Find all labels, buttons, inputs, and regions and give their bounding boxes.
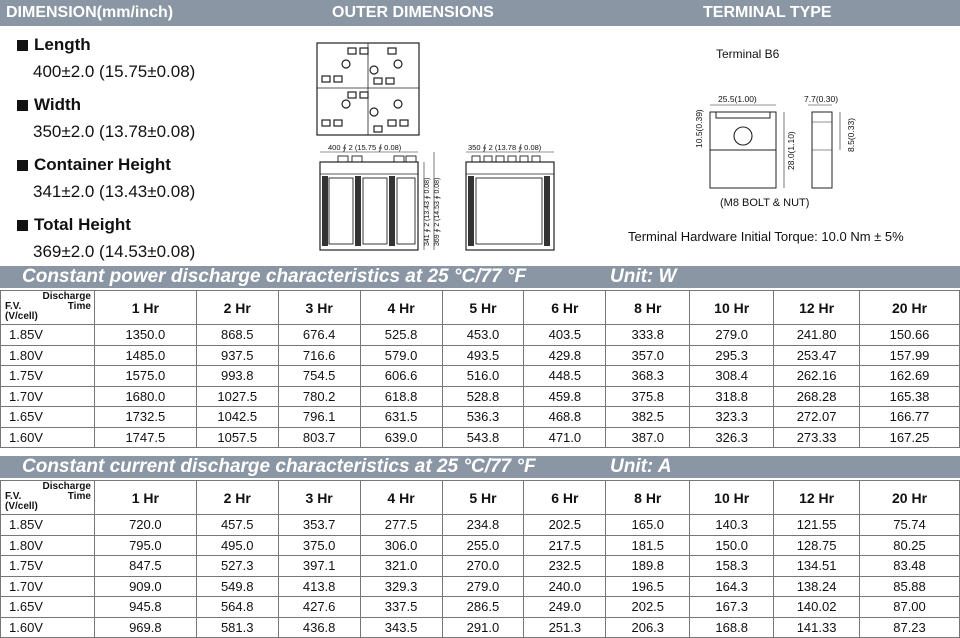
value-cell: 1042.5 bbox=[196, 407, 278, 428]
current-discharge-table bbox=[0, 480, 960, 638]
table-row bbox=[1, 597, 960, 618]
value-cell: 493.5 bbox=[442, 345, 524, 366]
value-cell: 937.5 bbox=[196, 345, 278, 366]
value-cell: 306.0 bbox=[360, 535, 442, 556]
table-row bbox=[1, 576, 960, 597]
value-cell: 167.3 bbox=[690, 597, 774, 618]
value-cell: 83.48 bbox=[860, 556, 960, 577]
value-cell: 241.80 bbox=[774, 325, 860, 346]
value-cell: 457.5 bbox=[196, 515, 278, 536]
value-cell: 375.0 bbox=[278, 535, 360, 556]
value-cell: 140.3 bbox=[690, 515, 774, 536]
value-cell: 368.3 bbox=[606, 366, 690, 387]
value-cell: 543.8 bbox=[442, 427, 524, 448]
fv-cell: 1.75V bbox=[1, 366, 95, 387]
side-view-drawing bbox=[460, 140, 560, 252]
bullet-icon bbox=[17, 40, 28, 51]
torque-note: Terminal Hardware Initial Torque: 10.0 Nm ± 5% bbox=[628, 229, 904, 244]
value-cell: 232.5 bbox=[524, 556, 606, 577]
value-cell: 1732.5 bbox=[94, 407, 196, 428]
bullet-icon bbox=[17, 160, 28, 171]
value-cell: 909.0 bbox=[94, 576, 196, 597]
fv-cell: 1.80V bbox=[1, 535, 95, 556]
value-cell: 323.3 bbox=[690, 407, 774, 428]
fv-cell: 1.65V bbox=[1, 597, 95, 618]
value-cell: 427.6 bbox=[278, 597, 360, 618]
fv-cell: 1.70V bbox=[1, 386, 95, 407]
container-height-dimension: 341 ∮ 2 (13.43 ∮ 0.08) bbox=[424, 177, 431, 246]
value-cell: 272.07 bbox=[774, 407, 860, 428]
value-cell: 969.8 bbox=[94, 617, 196, 638]
value-cell: 606.6 bbox=[360, 366, 442, 387]
hour-header: 8 Hr bbox=[606, 481, 690, 515]
fv-cell: 1.75V bbox=[1, 556, 95, 577]
fv-cell: 1.60V bbox=[1, 617, 95, 638]
value-cell: 716.6 bbox=[278, 345, 360, 366]
value-cell: 162.69 bbox=[860, 366, 960, 387]
value-cell: 357.0 bbox=[606, 345, 690, 366]
container-height-label: Container Height bbox=[17, 154, 307, 176]
table-row bbox=[1, 515, 960, 536]
value-cell: 255.0 bbox=[442, 535, 524, 556]
corner-fv: F.V. bbox=[5, 301, 22, 312]
value-cell: 318.8 bbox=[690, 386, 774, 407]
value-cell: 1680.0 bbox=[94, 386, 196, 407]
hour-header: 20 Hr bbox=[860, 481, 960, 515]
value-cell: 803.7 bbox=[278, 427, 360, 448]
value-cell: 468.8 bbox=[524, 407, 606, 428]
value-cell: 754.5 bbox=[278, 366, 360, 387]
value-cell: 158.3 bbox=[690, 556, 774, 577]
value-cell: 138.24 bbox=[774, 576, 860, 597]
table-row bbox=[1, 556, 960, 577]
value-cell: 397.1 bbox=[278, 556, 360, 577]
value-cell: 471.0 bbox=[524, 427, 606, 448]
value-cell: 516.0 bbox=[442, 366, 524, 387]
value-cell: 273.33 bbox=[774, 427, 860, 448]
corner-discharge: Discharge bbox=[42, 481, 91, 492]
power-discharge-table bbox=[0, 290, 960, 448]
value-cell: 780.2 bbox=[278, 386, 360, 407]
table-row bbox=[1, 325, 960, 346]
value-cell: 134.51 bbox=[774, 556, 860, 577]
value-cell: 353.7 bbox=[278, 515, 360, 536]
terminal-thickness-dim: 7.7(0.30) bbox=[804, 94, 839, 104]
corner-fv: F.V. bbox=[5, 491, 22, 502]
value-cell: 375.8 bbox=[606, 386, 690, 407]
terminal-name: Terminal B6 bbox=[716, 47, 780, 61]
hour-header: 20 Hr bbox=[860, 291, 960, 325]
value-cell: 321.0 bbox=[360, 556, 442, 577]
table-row bbox=[1, 427, 960, 448]
dimension-list bbox=[17, 34, 307, 274]
hour-header: 5 Hr bbox=[442, 481, 524, 515]
fv-cell: 1.60V bbox=[1, 427, 95, 448]
value-cell: 253.47 bbox=[774, 345, 860, 366]
hour-header: 4 Hr bbox=[360, 481, 442, 515]
terminal-hole-dim: 8.5(0.33) bbox=[846, 117, 856, 152]
current-title: Constant current discharge characteristics at 25 °C/77 °F bbox=[22, 456, 536, 477]
value-cell: 268.28 bbox=[774, 386, 860, 407]
value-cell: 639.0 bbox=[360, 427, 442, 448]
hour-header: 6 Hr bbox=[524, 481, 606, 515]
value-cell: 1057.5 bbox=[196, 427, 278, 448]
hour-header: 4 Hr bbox=[360, 291, 442, 325]
value-cell: 459.8 bbox=[524, 386, 606, 407]
value-cell: 618.8 bbox=[360, 386, 442, 407]
value-cell: 536.3 bbox=[442, 407, 524, 428]
top-view-drawing bbox=[316, 42, 420, 136]
value-cell: 217.5 bbox=[524, 535, 606, 556]
value-cell: 150.66 bbox=[860, 325, 960, 346]
front-view-drawing bbox=[310, 140, 448, 252]
value-cell: 564.8 bbox=[196, 597, 278, 618]
table-row bbox=[1, 366, 960, 387]
corner-time: Time bbox=[67, 301, 91, 312]
hour-header: 12 Hr bbox=[774, 291, 860, 325]
hour-header: 2 Hr bbox=[196, 291, 278, 325]
corner-time: Time bbox=[67, 491, 91, 502]
hour-header: 10 Hr bbox=[690, 291, 774, 325]
fv-cell: 1.70V bbox=[1, 576, 95, 597]
value-cell: 525.8 bbox=[360, 325, 442, 346]
bullet-icon bbox=[17, 100, 28, 111]
value-cell: 429.8 bbox=[524, 345, 606, 366]
value-cell: 413.8 bbox=[278, 576, 360, 597]
value-cell: 251.3 bbox=[524, 617, 606, 638]
value-cell: 234.8 bbox=[442, 515, 524, 536]
corner-cell bbox=[1, 291, 95, 325]
hour-header: 12 Hr bbox=[774, 481, 860, 515]
bolt-label: (M8 BOLT & NUT) bbox=[720, 197, 810, 209]
header-row bbox=[1, 481, 960, 515]
width-label: Width bbox=[17, 94, 307, 116]
table-row bbox=[1, 617, 960, 638]
value-cell: 333.8 bbox=[606, 325, 690, 346]
fv-cell: 1.80V bbox=[1, 345, 95, 366]
value-cell: 80.25 bbox=[860, 535, 960, 556]
value-cell: 579.0 bbox=[360, 345, 442, 366]
corner-vcell: (V/cell) bbox=[5, 311, 38, 322]
hour-header: 6 Hr bbox=[524, 291, 606, 325]
value-cell: 240.0 bbox=[524, 576, 606, 597]
value-cell: 993.8 bbox=[196, 366, 278, 387]
corner-discharge: Discharge bbox=[42, 291, 91, 302]
hour-header: 3 Hr bbox=[278, 481, 360, 515]
value-cell: 403.5 bbox=[524, 325, 606, 346]
container-height-value: 341±2.0 (13.43±0.08) bbox=[33, 182, 196, 201]
value-cell: 140.02 bbox=[774, 597, 860, 618]
table-row bbox=[1, 386, 960, 407]
value-cell: 581.3 bbox=[196, 617, 278, 638]
value-cell: 75.74 bbox=[860, 515, 960, 536]
value-cell: 189.8 bbox=[606, 556, 690, 577]
value-cell: 631.5 bbox=[360, 407, 442, 428]
value-cell: 249.0 bbox=[524, 597, 606, 618]
fv-cell: 1.85V bbox=[1, 325, 95, 346]
value-cell: 1747.5 bbox=[94, 427, 196, 448]
current-unit: Unit: A bbox=[610, 456, 672, 477]
value-cell: 165.0 bbox=[606, 515, 690, 536]
corner-cell bbox=[1, 481, 95, 515]
value-cell: 121.55 bbox=[774, 515, 860, 536]
value-cell: 202.5 bbox=[606, 597, 690, 618]
power-title: Constant power discharge characteristics at 25 °C/77 °F bbox=[22, 266, 527, 287]
value-cell: 277.5 bbox=[360, 515, 442, 536]
fv-cell: 1.65V bbox=[1, 407, 95, 428]
terminal-height-dim: 28.0(1.10) bbox=[786, 131, 796, 170]
terminal-type-heading: TERMINAL TYPE bbox=[703, 4, 832, 21]
value-cell: 279.0 bbox=[442, 576, 524, 597]
value-cell: 847.5 bbox=[94, 556, 196, 577]
value-cell: 528.8 bbox=[442, 386, 524, 407]
value-cell: 166.77 bbox=[860, 407, 960, 428]
corner-vcell: (V/cell) bbox=[5, 501, 38, 512]
header-row bbox=[1, 291, 960, 325]
value-cell: 796.1 bbox=[278, 407, 360, 428]
value-cell: 206.3 bbox=[606, 617, 690, 638]
power-unit: Unit: W bbox=[610, 266, 677, 287]
value-cell: 436.8 bbox=[278, 617, 360, 638]
value-cell: 308.4 bbox=[690, 366, 774, 387]
value-cell: 165.38 bbox=[860, 386, 960, 407]
value-cell: 291.0 bbox=[442, 617, 524, 638]
value-cell: 868.5 bbox=[196, 325, 278, 346]
value-cell: 150.0 bbox=[690, 535, 774, 556]
value-cell: 286.5 bbox=[442, 597, 524, 618]
total-height-label: Total Height bbox=[17, 214, 307, 236]
value-cell: 167.25 bbox=[860, 427, 960, 448]
value-cell: 795.0 bbox=[94, 535, 196, 556]
value-cell: 85.88 bbox=[860, 576, 960, 597]
value-cell: 1575.0 bbox=[94, 366, 196, 387]
value-cell: 295.3 bbox=[690, 345, 774, 366]
side-width-dimension: 350 ∮ 2 (13.78 ∮ 0.08) bbox=[468, 143, 542, 152]
value-cell: 326.3 bbox=[690, 427, 774, 448]
value-cell: 87.23 bbox=[860, 617, 960, 638]
total-height-dimension: 369 ∮ 2 (14.53 ∮ 0.08) bbox=[434, 177, 441, 246]
value-cell: 945.8 bbox=[94, 597, 196, 618]
value-cell: 720.0 bbox=[94, 515, 196, 536]
terminal-width-dim: 25.5(1.00) bbox=[718, 94, 757, 104]
fv-cell: 1.85V bbox=[1, 515, 95, 536]
table-row bbox=[1, 345, 960, 366]
hour-header: 5 Hr bbox=[442, 291, 524, 325]
value-cell: 527.3 bbox=[196, 556, 278, 577]
table-row bbox=[1, 407, 960, 428]
length-value: 400±2.0 (15.75±0.08) bbox=[33, 62, 196, 81]
terminal-drawing bbox=[680, 40, 880, 212]
hour-header: 8 Hr bbox=[606, 291, 690, 325]
front-width-dimension: 400 ∮ 2 (15.75 ∮ 0.08) bbox=[328, 143, 402, 152]
table-row bbox=[1, 535, 960, 556]
value-cell: 202.5 bbox=[524, 515, 606, 536]
power-band bbox=[0, 266, 960, 288]
value-cell: 382.5 bbox=[606, 407, 690, 428]
value-cell: 270.0 bbox=[442, 556, 524, 577]
bullet-icon bbox=[17, 220, 28, 231]
dimension-heading: DIMENSION(mm/inch) bbox=[6, 4, 174, 21]
current-band bbox=[0, 456, 960, 478]
width-value: 350±2.0 (13.78±0.08) bbox=[33, 122, 196, 141]
value-cell: 495.0 bbox=[196, 535, 278, 556]
value-cell: 387.0 bbox=[606, 427, 690, 448]
hour-header: 2 Hr bbox=[196, 481, 278, 515]
total-height-value: 369±2.0 (14.53±0.08) bbox=[33, 242, 196, 261]
hour-header: 10 Hr bbox=[690, 481, 774, 515]
value-cell: 141.33 bbox=[774, 617, 860, 638]
value-cell: 262.16 bbox=[774, 366, 860, 387]
value-cell: 337.5 bbox=[360, 597, 442, 618]
value-cell: 196.5 bbox=[606, 576, 690, 597]
value-cell: 157.99 bbox=[860, 345, 960, 366]
value-cell: 343.5 bbox=[360, 617, 442, 638]
value-cell: 181.5 bbox=[606, 535, 690, 556]
value-cell: 128.75 bbox=[774, 535, 860, 556]
value-cell: 329.3 bbox=[360, 576, 442, 597]
outer-dimensions-heading: OUTER DIMENSIONS bbox=[332, 4, 494, 21]
value-cell: 448.5 bbox=[524, 366, 606, 387]
value-cell: 87.00 bbox=[860, 597, 960, 618]
value-cell: 1485.0 bbox=[94, 345, 196, 366]
hour-header: 1 Hr bbox=[94, 481, 196, 515]
value-cell: 453.0 bbox=[442, 325, 524, 346]
value-cell: 549.8 bbox=[196, 576, 278, 597]
value-cell: 1027.5 bbox=[196, 386, 278, 407]
hour-header: 3 Hr bbox=[278, 291, 360, 325]
length-label: Length bbox=[17, 34, 307, 56]
value-cell: 279.0 bbox=[690, 325, 774, 346]
terminal-offset-dim: 10.5(0.39) bbox=[694, 109, 704, 148]
hour-header: 1 Hr bbox=[94, 291, 196, 325]
value-cell: 164.3 bbox=[690, 576, 774, 597]
value-cell: 1350.0 bbox=[94, 325, 196, 346]
section-header bbox=[0, 0, 960, 26]
value-cell: 168.8 bbox=[690, 617, 774, 638]
value-cell: 676.4 bbox=[278, 325, 360, 346]
